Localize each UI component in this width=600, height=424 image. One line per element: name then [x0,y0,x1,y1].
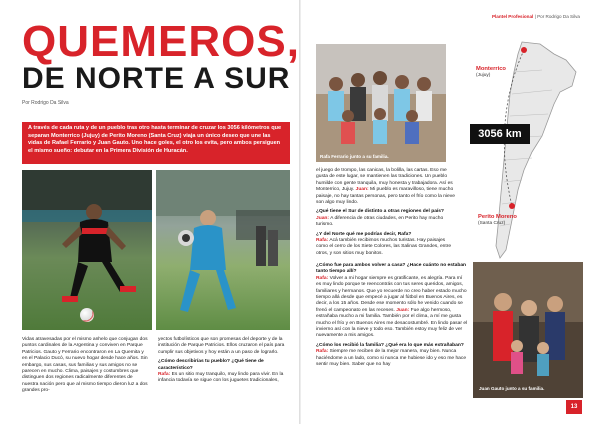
speaker-label: Juan: [396,307,410,313]
city-name: Monterrico [476,66,506,72]
photo-caption: Juan Gauto junto a su familia. [479,386,545,391]
page-number: 13 [566,400,582,414]
interview-question: ¿Cómo fue para ambos volver a casa? ¿Hace cuánto no estaban tanto tiempo allí? [316,263,467,275]
byline: Por Rodrigo Da Silva [22,100,69,106]
section-header [492,14,580,19]
speaker-label: Rafa: [158,372,171,378]
soccer-ball-icon [80,308,94,322]
province-name: (Santa Cruz) [478,221,506,227]
speaker-label: Rafa: [316,349,329,355]
photo-caption: Rafa Ferrario junto a su familia. [320,154,389,159]
section-author: Por Rodrigo Da Silva [537,14,580,19]
headline-line2: DE NORTE A SUR [22,62,291,95]
interview-answer: Fue algo hermoso, estrañaba mucho a mi familia. También por el clima, a mí me gusta mucho el frío y en Buenos Aires me desacostumbré. En lindo pasar el invierno así con la nieve y todo eso. También estoy muy feliz de ver nuevamente a mis amigos. [316,307,468,339]
speaker-label: Juan: [316,215,330,221]
section-separator: | [534,14,538,19]
interview-answer: Es un sitio muy tranquilo, muy lindo para vivir. En la infancia todavía se sigue con los juguetes tradicionales, [158,372,284,384]
intro-box [22,122,290,164]
interview-question: ¿Cómo describirías tu pueblo? ¿Qué tiene de característico? [158,359,264,371]
article-column-3 [316,168,458,257]
article-paragraph: Vidas atravesadas por el mismo anhelo que conjugan dos puntos cardinales de la Argentina y conviven en Parque Patricios. Gauto y Ferrario encontraron en La Quemita y en el Palacio Ducó, su nuevo hogar desde hace años. Sin embargo, sus casas, sus familias y sus amigos no se parecen en mucho. Clima, paisajes y costumbres que distinguen dos regiones radicalmente diferentes de nuestra nación pero que al mismo tiempo dieron luz a dos grandes pro- [22,337,148,394]
speaker-label: Rafa: [316,275,329,281]
interview-question: ¿Qué tiene el Sur de distinto a otras regiones del país? [316,209,444,215]
city-label-south [478,214,517,228]
interview-answer: A diferencia de otras ciudades, en Perito hay mucho turismo. [316,215,444,228]
interview-question: ¿Y del Norte qué me podrías decir, Rafa? [316,231,412,237]
province-name: (Jujuy) [476,73,491,79]
photo-rafa-family [316,44,446,162]
family-illustration [473,262,583,398]
interview-answer: Volver a mi hogar siempre es gratificante, es alegría. Para mí es muy lindo porque te reencontrás con tus seres queridos, amigos, familiares y hermanos. Que yo recuerde no creo haber estado mucho tiempo allá desde que empecé a jugar al fútbol en Buenos Aires, es decir, a los 15 años. Desde ese momento sólo he venido cuando se frenó el campeonato en las receses. [316,275,467,313]
speaker-label: Juan: [355,187,369,193]
photo-player-dribbling [22,170,152,330]
interview-answer: Mi pueblo es maravilloso, tiene mucho paisaje, no hay tantas personas, pero tanto el frío como la nieve son algo muy lindo. [316,187,455,206]
article-paragraph: el juego de trompo, las canicas, la bolilla, las cartas. Eso me gusta de este lugar, se mantienen las tradiciones. Un pueblo humilde con gente tranquila, muy honesta y trabajadora. Así es Monterrico, Jujuy. [316,168,453,193]
photo-goalkeeper [156,170,290,330]
article-column-1 [22,337,150,395]
article-column-2 [158,337,290,385]
article-paragraph: yectos futbolísticos que son promesas del deporte y de la institución de Parque Patricios. Ellos cruzaron el país para cumplir sus objetivos y hoy están a un paso de lograrlo. [158,337,285,355]
player-illustration [22,170,152,330]
article-column-4 [316,260,468,369]
speaker-label: Rafa: [316,238,329,244]
interview-answer: Siempre me reciben de la mejor manera, muy bien. Nunca haciéndome a un lado, como si nunca me hubiese ido y eso me hace sentir muy bien. Saber que no hay [316,349,467,368]
distance-badge: 3056 km [470,124,530,144]
goalkeeper-illustration [156,170,290,330]
section-label: Plantel Profesional [491,14,534,19]
family-illustration [316,44,446,162]
photo-juan-family [473,262,583,398]
interview-question: ¿Cómo los recibió la familia? ¿Qué era lo que más extrañaban? [316,342,464,348]
city-name: Perito Moreno [478,214,517,220]
headline-line1: QUEMEROS, [22,17,300,66]
city-label-north [476,66,506,80]
intro-text: A través de cada ruta y de un pueblo tras otro hasta terminar de cruzar los 3056 kilómetros que separan Monterrico (Jujuy) de Perito Moreno (Santa Cruz) viaja un único deseo que une las vidas de Rafael Ferrario y Juan Gauto. Uno hace goles, el otro los evita, pero ambos persiguen el mismo sueño: debutar en la Primera División de Huracán. [28,125,282,154]
interview-answer: Acá también recibimos muchos turistas. Hay paisajes como el cerro de los Siete Colores, las Salinas Grandes, entre otros, y son sitios muy bonitos. [316,238,452,256]
